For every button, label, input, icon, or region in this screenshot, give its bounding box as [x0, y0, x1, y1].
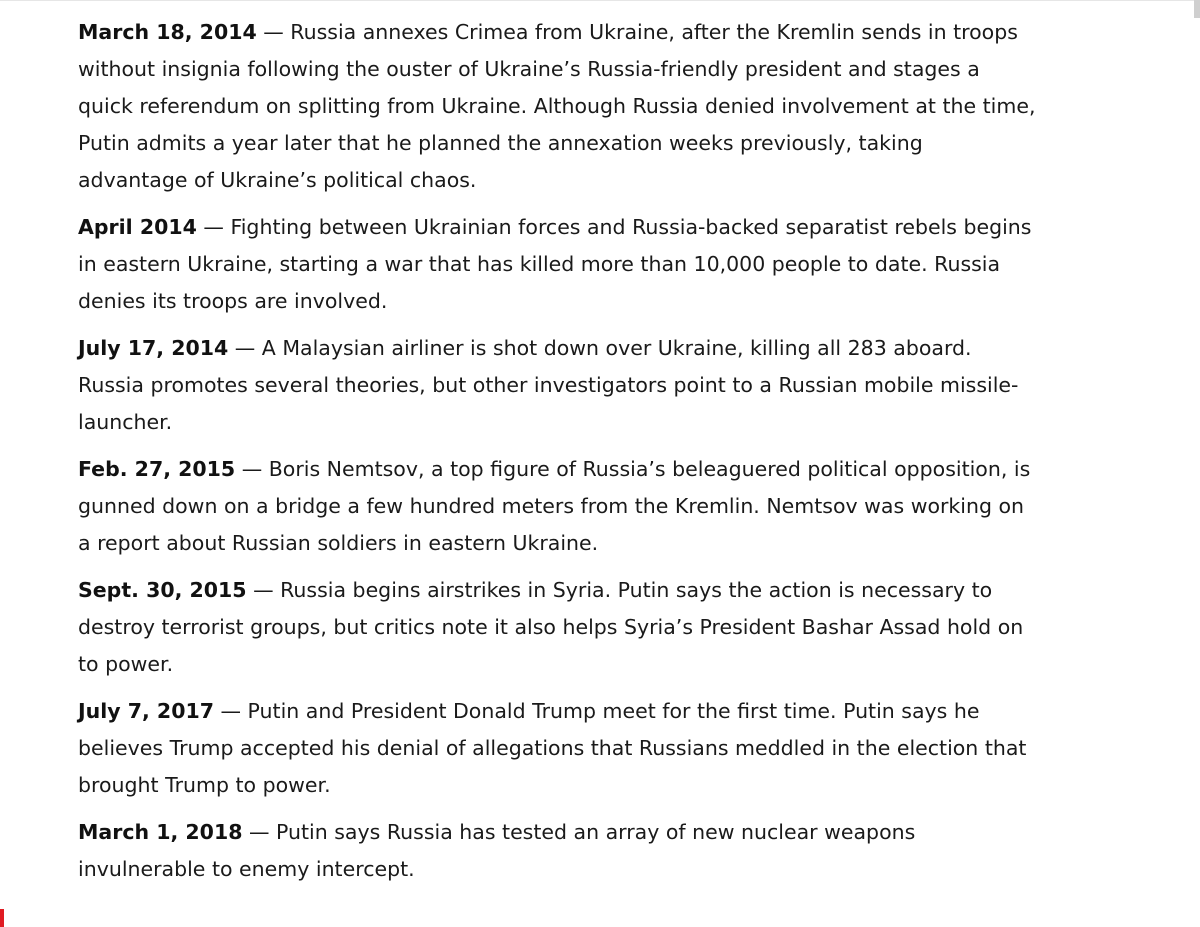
- timeline-list: [78, 14, 1038, 898]
- top-divider: [0, 0, 1200, 1]
- entry-text: — Putin says Russia has tested an array of new nuclear weapons invulnerable to enemy intercept.: [78, 820, 916, 881]
- entry-text: — Fighting between Ukrainian forces and Russia-backed separatist rebels begins in eastern Ukraine, starting a war that has killed more than 10,000 people to date. Russia denies its troops are involved.: [78, 215, 1032, 313]
- entry-date: April 2014: [78, 215, 197, 239]
- timeline-entry: [78, 814, 1038, 888]
- timeline-entry: [78, 209, 1038, 320]
- entry-date: July 7, 2017: [78, 699, 214, 723]
- scrollbar-edge: [1194, 0, 1200, 18]
- entry-text: — Boris Nemtsov, a top figure of Russia’s beleaguered political opposition, is gunned down on a bridge a few hundred meters from the Kremlin. Nemtsov was working on a report about Russian soldiers in eastern Ukraine.: [78, 457, 1031, 555]
- accent-marker: [0, 909, 4, 927]
- timeline-entry: [78, 14, 1038, 199]
- entry-date: March 18, 2014: [78, 20, 257, 44]
- entry-text: — A Malaysian airliner is shot down over Ukraine, killing all 283 aboard. Russia promotes several theories, but other investigators point to a Russian mobile missile-launcher.: [78, 336, 1019, 434]
- entry-date: July 17, 2014: [78, 336, 229, 360]
- entry-text: — Russia begins airstrikes in Syria. Putin says the action is necessary to destroy terrorist groups, but critics note it also helps Syria’s President Bashar Assad hold on to power.: [78, 578, 1024, 676]
- entry-date: March 1, 2018: [78, 820, 243, 844]
- entry-date: Sept. 30, 2015: [78, 578, 247, 602]
- entry-text: — Putin and President Donald Trump meet for the first time. Putin says he believes Trump accepted his denial of allegations that Russians meddled in the election that brought Trump to power.: [78, 699, 1027, 797]
- timeline-entry: [78, 693, 1038, 804]
- timeline-entry: [78, 451, 1038, 562]
- entry-date: Feb. 27, 2015: [78, 457, 236, 481]
- entry-text: — Russia annexes Crimea from Ukraine, after the Kremlin sends in troops without insignia following the ouster of Ukraine’s Russia-friendly president and stages a quick referendum on splitting from Ukraine. Although Russia denied involvement at the time, Putin admits a year later that he planned the annexation weeks previously, taking advantage of Ukraine’s political chaos.: [78, 20, 1036, 192]
- timeline-entry: [78, 572, 1038, 683]
- timeline-entry: [78, 330, 1038, 441]
